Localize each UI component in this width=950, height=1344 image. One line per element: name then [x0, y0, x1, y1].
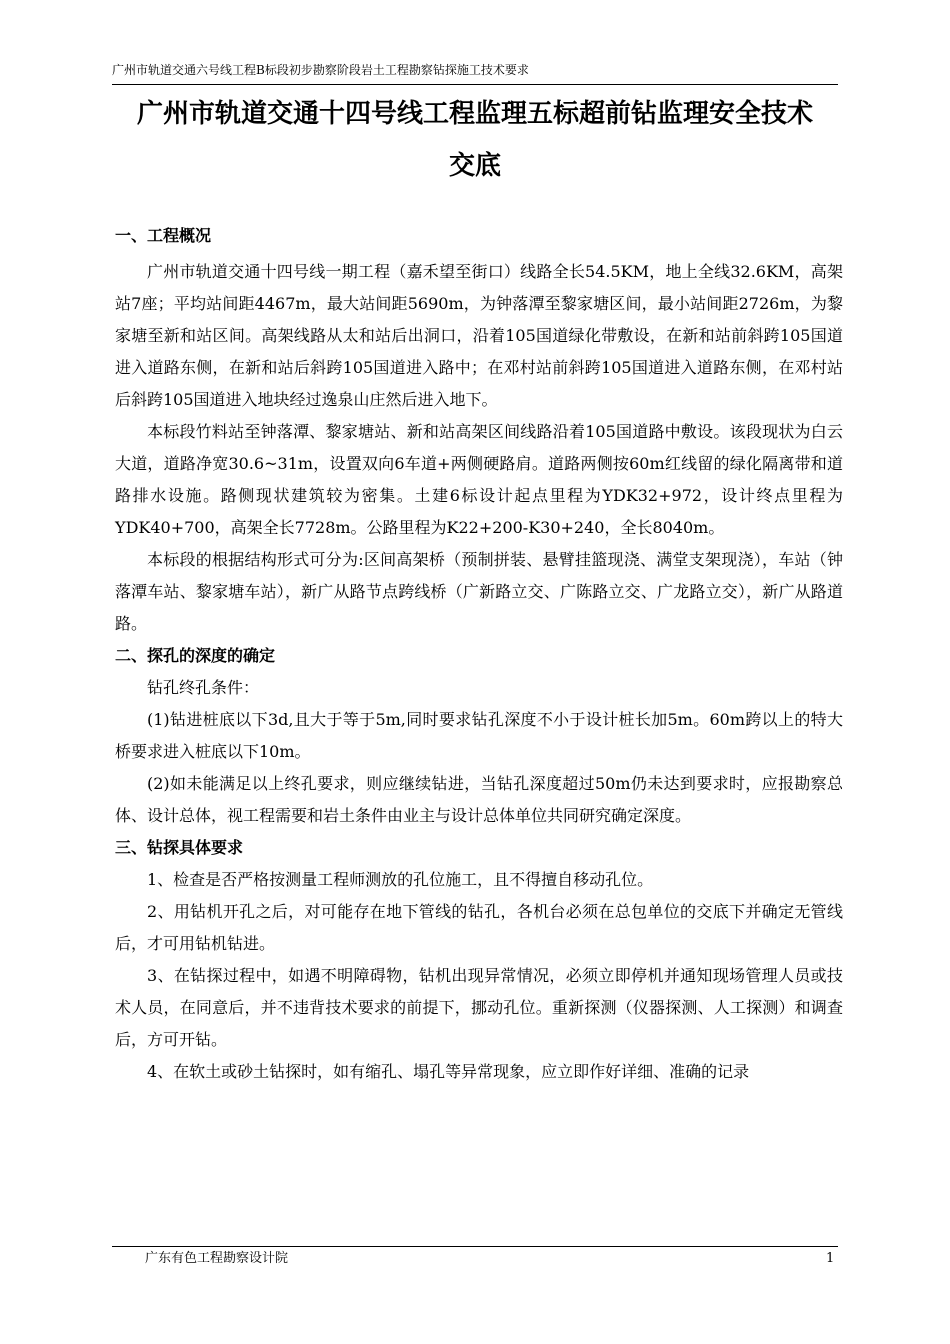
paragraph: 本标段竹料站至钟落潭、黎家塘站、新和站高架区间线路沿着105国道路中敷设。该段现状为白云大道，道路净宽30.6~31m，设置双向6车道+两侧硬路肩。道路两侧按60m红线留的绿化隔离带和道路排水设施。路侧现状建筑较为密集。土建6标设计起点里程为YDK32+972，设计终点里程为YDK40+700，高架全长7728m。公路里程为K22+200-K30+240，全长8040m。 — [115, 422, 843, 537]
header-divider — [112, 84, 838, 85]
footer-organization: 广东有色工程勘察设计院 — [145, 1251, 289, 1266]
section-heading-overview: 一、工程概况 — [115, 226, 212, 245]
footer-divider — [112, 1246, 838, 1247]
paragraph: 1、检查是否严格按测量工程师测放的孔位施工，且不得擅自移动孔位。 — [147, 870, 654, 889]
paragraph: 3、在钻探过程中，如遇不明障碍物，钻机出现异常情况，必须立即停机并通知现场管理人员或技术人员，在同意后，并不违背技术要求的前提下，挪动孔位。重新探测（仪器探测、人工探测）和调查后，方可开钻。 — [115, 966, 843, 1049]
paragraph: 2、用钻机开孔之后，对可能存在地下管线的钻孔，各机台必须在总包单位的交底下并确定无管线后，才可用钻机钻进。 — [115, 902, 843, 953]
paragraph: 本标段的根据结构形式可分为:区间高架桥（预制拼装、悬臂挂篮现浇、满堂支架现浇），车站（钟落潭车站、黎家塘车站），新广从路节点跨线桥（广新路立交、广陈路立交、广龙路立交），新广从路道路。 — [115, 550, 843, 633]
section-heading-requirements: 三、钻探具体要求 — [115, 838, 244, 857]
section-heading-depth: 二、探孔的深度的确定 — [115, 646, 276, 665]
paragraph: (2)如未能满足以上终孔要求，则应继续钻进，当钻孔深度超过50m仍未达到要求时，应报勘察总体、设计总体，视工程需要和岩土条件由业主与设计总体单位共同研究确定深度。 — [115, 774, 843, 825]
paragraph: 4、在软土或砂土钻探时，如有缩孔、塌孔等异常现象，应立即作好详细、准确的记录 — [147, 1062, 750, 1081]
paragraph: 钻孔终孔条件： — [147, 678, 260, 697]
paragraph: (1)钻进桩底以下3d,且大于等于5m,同时要求钻孔深度不小于设计桩长加5m。60m跨以上的特大桥要求进入桩底以下10m。 — [115, 710, 843, 761]
title-line-1: 广州市轨道交通十四号线工程监理五标超前钻监理安全技术 — [136, 99, 813, 129]
running-header: 广州市轨道交通六号线工程B标段初步勘察阶段岩土工程勘察钻探施工技术要求 — [112, 63, 529, 77]
paragraph: 广州市轨道交通十四号线一期工程（嘉禾望至街口）线路全长54.5KM，地上全线32.6KM，高架站7座；平均站间距4467m，最大站间距5690m，为钟落潭至黎家塘区间，最小站间距2726m，为黎家塘至新和站区间。高架线路从太和站后出洞口，沿着105国道绿化带敷设，在新和站前斜跨105国道进入道路东侧，在新和站后斜跨105国道进入路中；在邓村站前斜跨105国道进入道路东侧，在邓村站后斜跨105国道进入地块经过逸泉山庄然后进入地下。 — [115, 262, 843, 409]
document-title — [112, 88, 838, 192]
title-line-2: 交底 — [448, 151, 501, 181]
page-number: 1 — [826, 1251, 835, 1266]
document-body — [115, 212, 843, 1088]
